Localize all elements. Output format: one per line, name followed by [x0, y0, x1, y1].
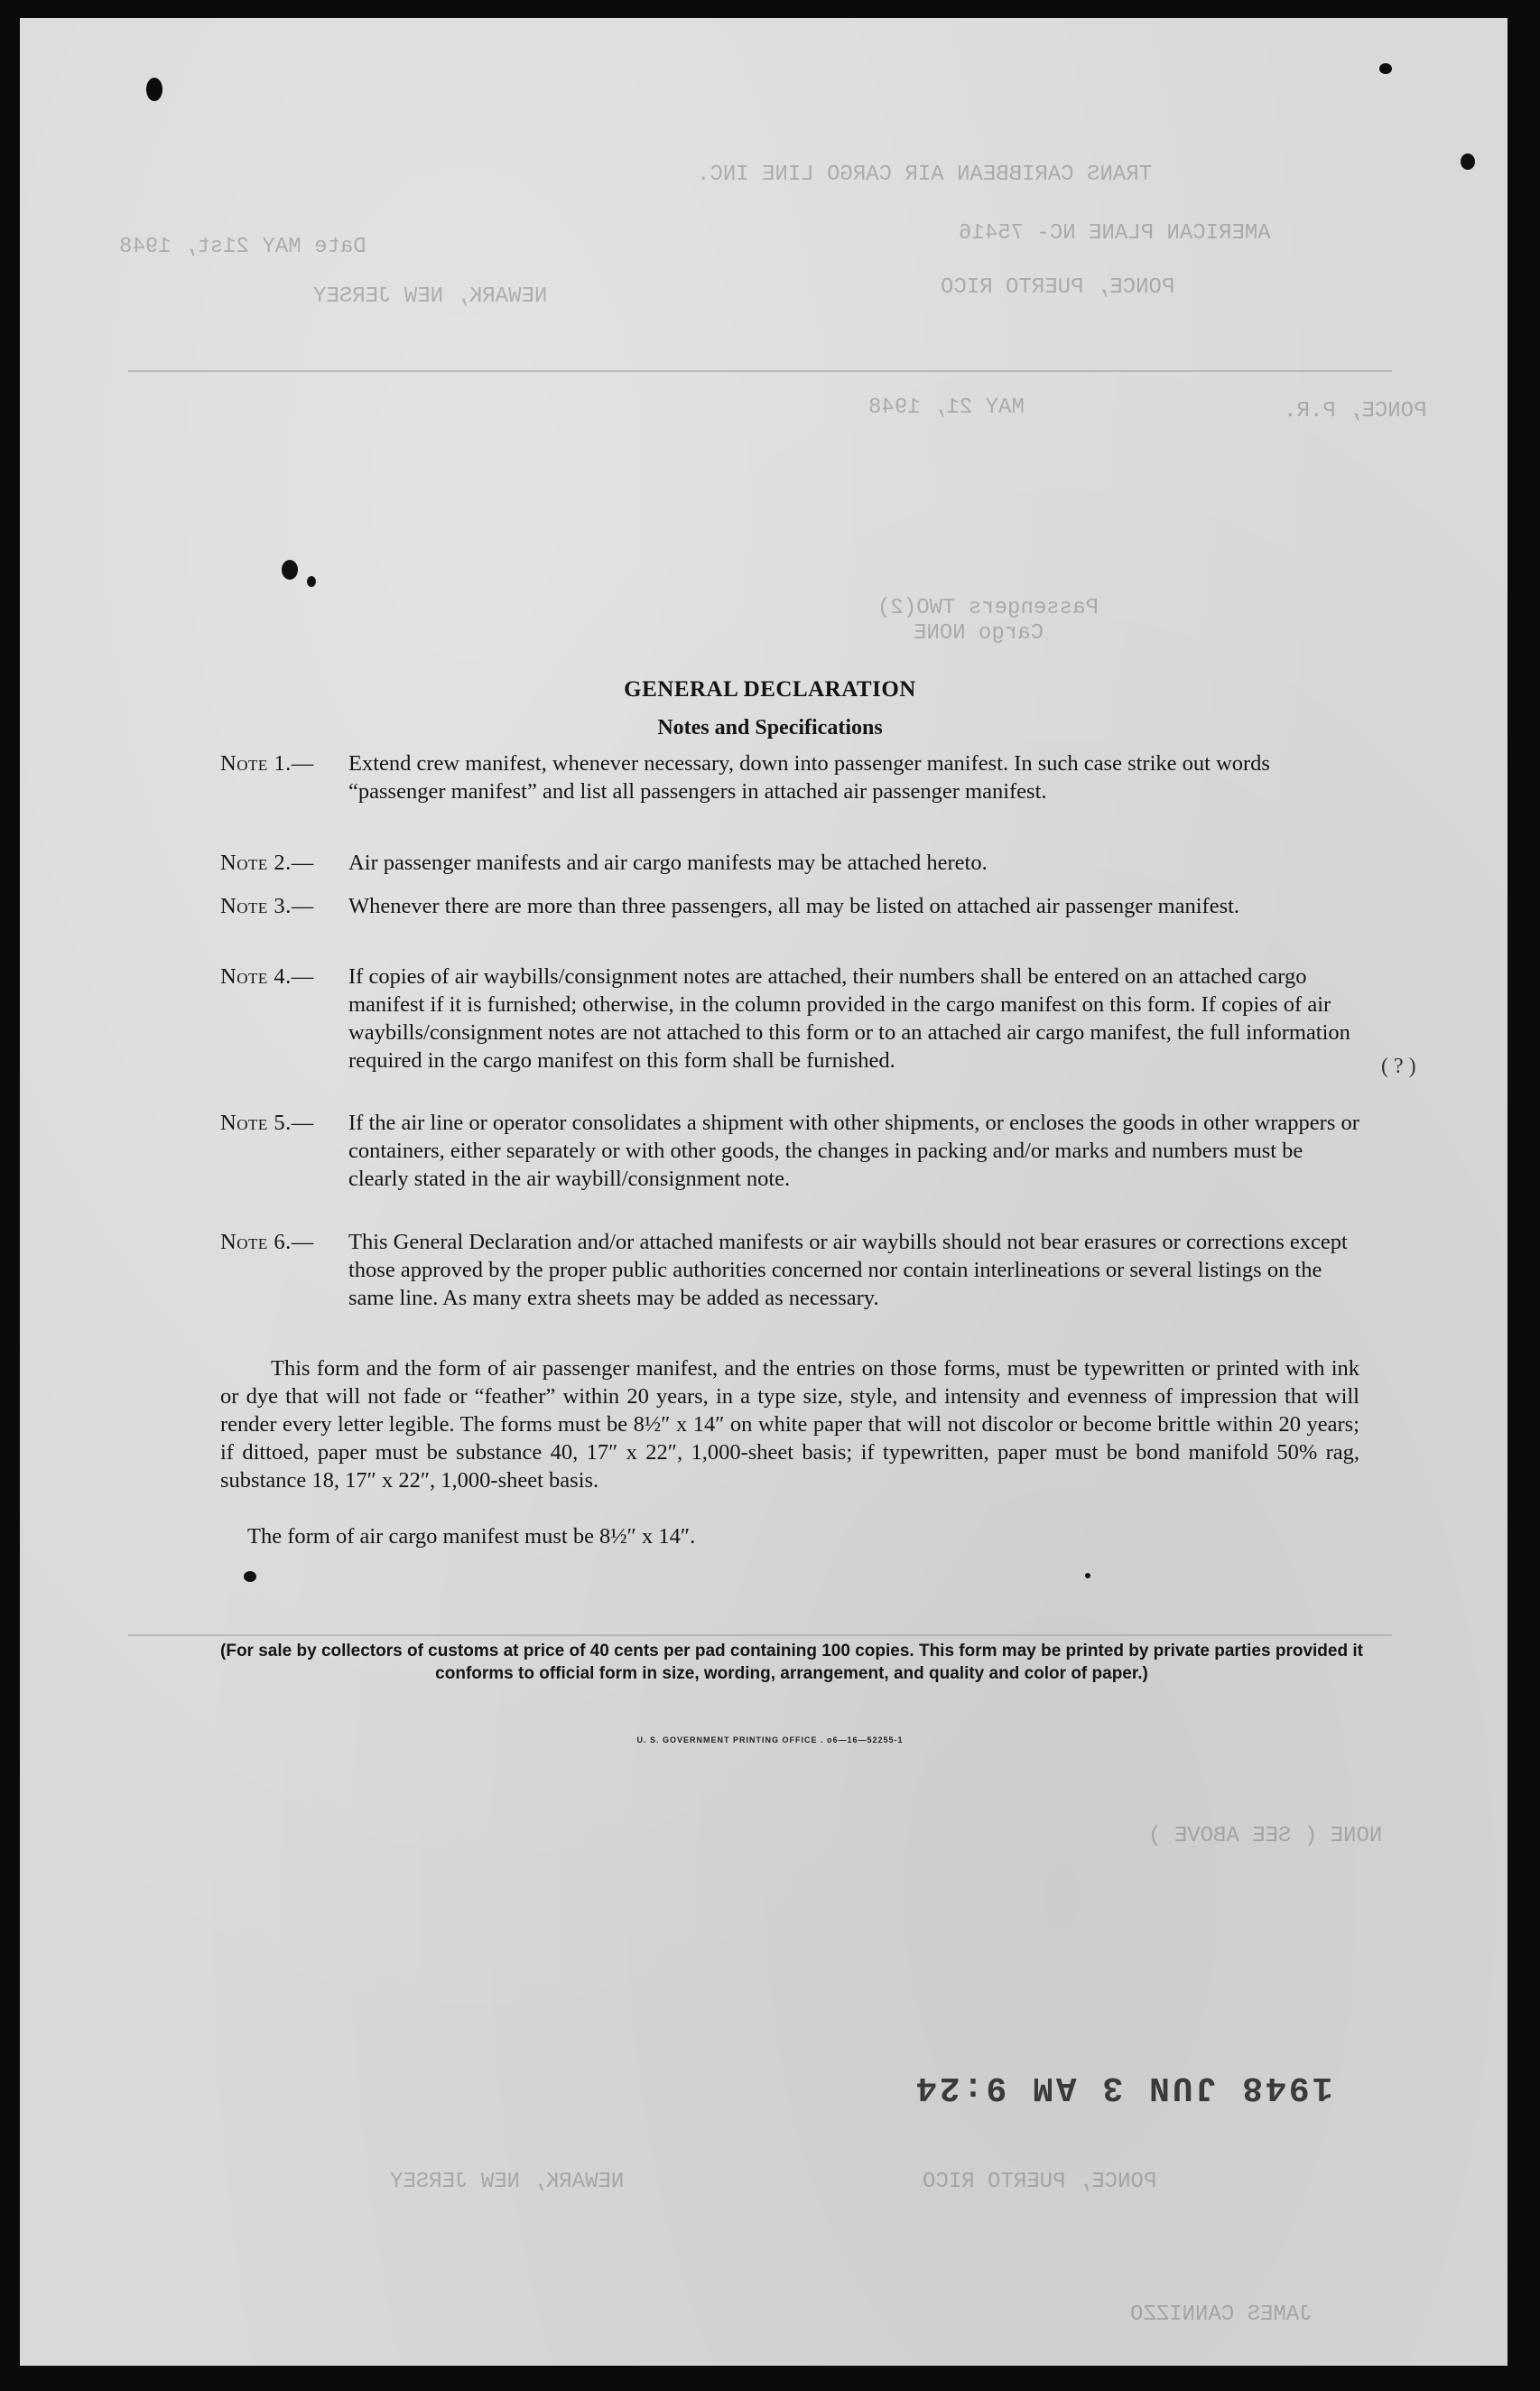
ink-speck	[244, 1571, 256, 1582]
specifications-last-line: The form of air cargo manifest must be 8½″ x 14″.	[247, 1524, 696, 1549]
printer-imprint: U. S. GOVERNMENT PRINTING OFFICE . o6—16—52255-1	[636, 1735, 904, 1744]
note-label: Note 3.—	[220, 894, 314, 918]
note-label: Note 5.—	[220, 1111, 314, 1135]
bleed-cargo-note: NONE ( SEE ABOVE )	[1148, 1824, 1383, 1848]
bleed-date: Date MAY 21st, 1948	[119, 235, 366, 259]
bleed-itinerary-place: PONCE, P.R.	[1284, 399, 1427, 423]
bleed-signer: JAMES CANNIZZO	[1130, 2303, 1313, 2327]
note-label: Note 1.—	[220, 751, 314, 776]
note-1	[220, 749, 1359, 805]
ink-speck	[1085, 1573, 1090, 1578]
bleed-rule-2	[128, 1634, 1392, 1636]
bleed-destination: NEWARK, NEW JERSEY	[390, 2170, 625, 2194]
note-4	[220, 963, 1359, 1075]
bleed-arrival: NEWARK, NEW JERSEY	[313, 284, 548, 309]
punch-hole	[146, 78, 162, 101]
note-text: Extend crew manifest, whenever necessary, down into passenger manifest. In such case strike out words “passenger manifest” and list all passengers in attached air passenger manifest.	[348, 751, 1270, 804]
date-time-stamp: 1948 JUN 3 AM 9:24	[914, 2068, 1333, 2107]
note-3	[220, 892, 1359, 920]
bleed-cargo: Cargo NONE	[914, 621, 1044, 646]
ink-speck	[282, 560, 298, 580]
note-label: Note 6.—	[220, 1230, 314, 1254]
bleed-operator: TRANS CARIBBEAN AIR CARGO LINE INC.	[697, 163, 1153, 187]
note-text: If copies of air waybills/consignment notes are attached, their numbers shall be entered on an attached cargo manifest if it is furnished; otherwise, in the column provided in the cargo manifest on this form. If copies of air waybills/consignment notes are not attached to this form or to an attached air cargo manifest, the full information required in the cargo manifest on this form shall be furnished.	[348, 964, 1350, 1073]
ink-speck	[1461, 154, 1475, 170]
bleed-aircraft: AMERICAN PLANE NC- 75416	[959, 221, 1271, 246]
note-6	[220, 1228, 1359, 1312]
document-sheet	[20, 18, 1508, 2366]
note-text: This General Declaration and/or attached manifests or air waybills should not bear erasures or corrections except those approved by the proper public authorities concerned nor contain interlineations or several listings on the same line. As many extra sheets may be added as necessary.	[348, 1230, 1348, 1310]
note-text: Air passenger manifests and air cargo manifests may be attached hereto.	[348, 851, 988, 875]
sale-notice: (For sale by collectors of customs at price of 40 cents per pad containing 100 copies. This form may be printed by private parties provided it conforms to official form in size, wording, arrangement, and quality and color of paper.)	[220, 1642, 1363, 1683]
margin-mark: ( ? )	[1381, 1055, 1416, 1078]
ink-speck	[307, 576, 316, 587]
bleed-departure: PONCE, PUERTO RICO	[941, 275, 1175, 300]
punch-hole	[1379, 63, 1392, 74]
bleed-itinerary-date: MAY 21, 1948	[868, 395, 1025, 420]
note-5	[220, 1109, 1359, 1193]
specifications-paragraph: This form and the form of air passenger manifest, and the entries on those forms, must be typewritten or printed with ink or dye that will not fade or “feather” within 20 years, in a type size, style, and intensity and evenness of impression that will render every letter legible. The forms must be 8½″ x 14″ on white paper that will not discolor or become brittle within 20 years; if dittoed, paper must be substance 40, 17″ x 22″, 1,000-sheet basis; if typewritten, paper must be bond manifold 50% rag, substance 18, 17″ x 22″, 1,000-sheet basis.	[220, 1356, 1359, 1493]
bleed-rule	[128, 370, 1392, 372]
page-title: GENERAL DECLARATION	[624, 677, 916, 702]
note-label: Note 2.—	[220, 851, 314, 875]
note-text: Whenever there are more than three passengers, all may be listed on attached air passenger manifest.	[348, 894, 1240, 918]
page-subtitle: Notes and Specifications	[657, 716, 883, 740]
bleed-embarking: PONCE, PUERTO RICO	[923, 2170, 1157, 2194]
note-text: If the air line or operator consolidates a shipment with other shipments, or encloses the goods in other wrappers or containers, either separately or with other goods, the changes in packing and/or marks and numbers must be clearly stated in the air waybill/consignment note.	[348, 1111, 1359, 1191]
note-2	[220, 849, 1359, 877]
note-label: Note 4.—	[220, 964, 314, 989]
bleed-passengers: Passengers TWO(2)	[877, 596, 1099, 620]
